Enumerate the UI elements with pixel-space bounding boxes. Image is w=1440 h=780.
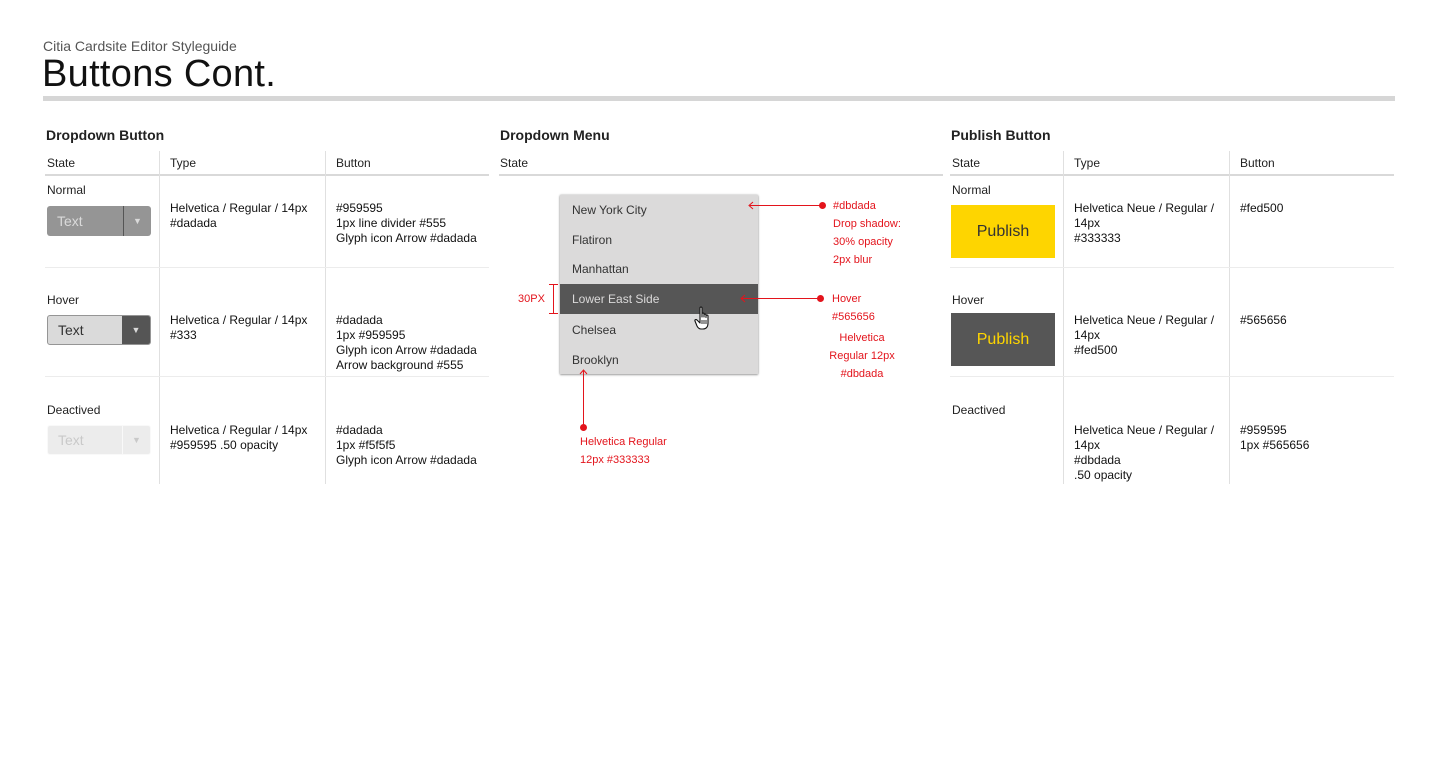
- arrow-left-icon: [747, 201, 755, 210]
- col-head-button: Button: [336, 156, 371, 170]
- button-spec-hover: #565656: [1240, 313, 1287, 327]
- state-label-deactived: Deactived: [47, 403, 101, 417]
- annotation-line: [750, 205, 822, 206]
- section-title-dropdown-button: Dropdown Button: [46, 127, 165, 143]
- arrow-up-icon: [579, 368, 588, 376]
- height-marker-cap: [549, 313, 558, 314]
- state-label-normal: Normal: [47, 183, 86, 197]
- row-rule: [950, 267, 1394, 268]
- header-rule: [45, 174, 489, 176]
- menu-item-chelsea[interactable]: Chelsea: [572, 323, 617, 337]
- dropdown-button-text: Text: [57, 213, 83, 229]
- button-spec-deactived: #dadada 1px #f5f5f5 Glyph icon Arrow #dadada: [336, 423, 477, 467]
- menu-item-lower-east-side[interactable]: Lower East Side: [560, 284, 758, 314]
- section-title-publish-button: Publish Button: [951, 127, 1051, 143]
- height-marker: [553, 284, 554, 314]
- type-spec-deactived: Helvetica / Regular / 14px #959595 .50 opacity: [170, 423, 308, 452]
- page-title: Buttons Cont.: [42, 53, 277, 95]
- menu-item-manhattan[interactable]: Manhattan: [572, 262, 629, 276]
- height-marker-cap: [549, 284, 558, 285]
- state-label-hover: Hover: [952, 293, 985, 307]
- annotation-hover: Hover #565656: [832, 293, 875, 323]
- type-spec-hover: Helvetica Neue / Regular / 14px #fed500: [1074, 313, 1215, 357]
- column-divider: [325, 151, 326, 484]
- col-head-state: State: [952, 156, 981, 170]
- annotation-height: 30PX: [518, 293, 545, 305]
- col-head-type: Type: [170, 156, 197, 170]
- title-divider: [43, 96, 1395, 101]
- menu-item-flatiron[interactable]: Flatiron: [572, 233, 613, 247]
- col-head-state: State: [500, 156, 529, 170]
- column-divider: [1229, 151, 1230, 484]
- dropdown-menu: [560, 195, 758, 374]
- menu-item-new-york-city[interactable]: New York City: [572, 203, 647, 217]
- state-label-deactived: Deactived: [952, 403, 1006, 417]
- button-spec-normal: #fed500: [1240, 201, 1284, 215]
- dropdown-button-deactivated: [47, 425, 151, 455]
- button-spec-deactived: #959595 1px #565656: [1240, 423, 1310, 452]
- dropdown-button-text: Text: [58, 432, 84, 448]
- type-spec-normal: Helvetica Neue / Regular / 14px #333333: [1074, 201, 1215, 245]
- page-subtitle: Citia Cardsite Editor Styleguide: [43, 38, 237, 54]
- row-rule: [45, 267, 489, 268]
- type-spec-normal: Helvetica / Regular / 14px #dadada: [170, 201, 308, 230]
- chevron-down-icon: ▼: [122, 316, 150, 344]
- annotation-dot: [819, 202, 826, 209]
- chevron-down-icon: ▼: [123, 206, 151, 236]
- annotation-dot: [580, 424, 587, 431]
- annotation-item-text: Helvetica Regular 12px #333333: [580, 436, 667, 466]
- annotation-dot: [817, 295, 824, 302]
- state-label-hover: Hover: [47, 293, 80, 307]
- col-head-button: Button: [1240, 156, 1275, 170]
- annotation-line: [583, 371, 584, 427]
- annotation-shadow: #dbdada Drop shadow: 30% opacity 2px blur: [833, 200, 901, 266]
- type-spec-deactived: Helvetica Neue / Regular / 14px #dbdada .50 opacity: [1074, 423, 1215, 482]
- header-rule: [499, 174, 943, 176]
- annotation-line: [742, 298, 820, 299]
- dropdown-button-hover[interactable]: [47, 315, 151, 345]
- column-divider: [1063, 151, 1064, 484]
- chevron-down-icon: ▼: [122, 426, 150, 454]
- publish-button-hover[interactable]: Publish: [951, 313, 1055, 366]
- arrow-left-icon: [739, 294, 747, 303]
- publish-button-normal[interactable]: Publish: [951, 205, 1055, 258]
- dropdown-button-normal[interactable]: [47, 206, 151, 236]
- row-rule: [45, 376, 489, 377]
- annotation-hover-text: Helvetica Regular 12px #dbdada: [829, 332, 895, 380]
- button-spec-hover: #dadada 1px #959595 Glyph icon Arrow #dadada Arrow background #555: [336, 313, 477, 372]
- column-divider: [159, 151, 160, 484]
- col-head-type: Type: [1074, 156, 1101, 170]
- header-rule: [950, 174, 1394, 176]
- state-label-normal: Normal: [952, 183, 991, 197]
- button-spec-normal: #959595 1px line divider #555 Glyph icon Arrow #dadada: [336, 201, 477, 245]
- menu-item-brooklyn[interactable]: Brooklyn: [572, 353, 619, 367]
- hand-cursor-icon: [694, 306, 716, 332]
- section-title-dropdown-menu: Dropdown Menu: [500, 127, 610, 143]
- col-head-state: State: [47, 156, 76, 170]
- row-rule: [950, 376, 1394, 377]
- type-spec-hover: Helvetica / Regular / 14px #333: [170, 313, 308, 342]
- dropdown-button-text: Text: [58, 322, 84, 338]
